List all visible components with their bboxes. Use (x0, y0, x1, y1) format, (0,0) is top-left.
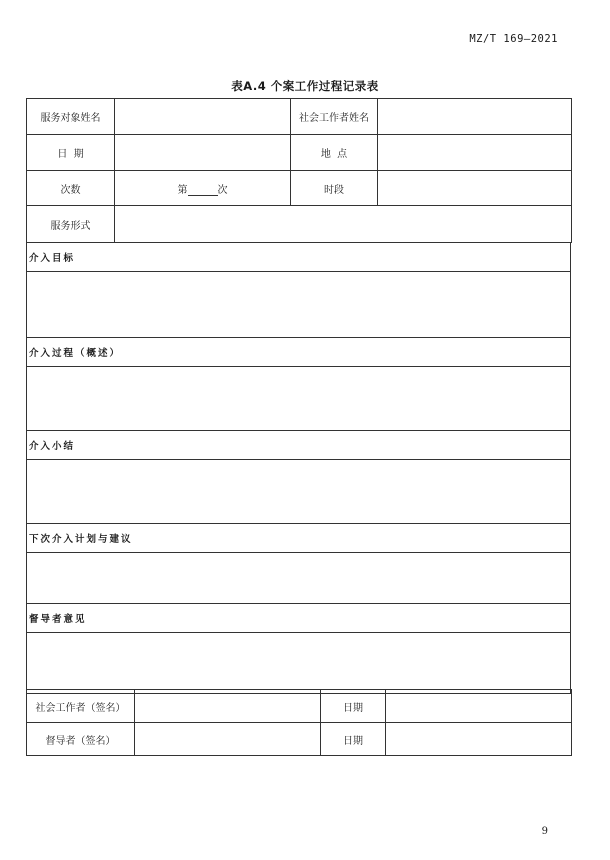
location-label: 地 点 (291, 135, 378, 171)
summary-field[interactable] (27, 460, 571, 524)
client-name-label: 服务对象姓名 (27, 99, 115, 135)
worker-sign-label: 社会工作者（签名） (27, 690, 135, 723)
section-body (27, 633, 571, 694)
count-prefix: 第 (177, 184, 188, 196)
table-row (27, 99, 572, 135)
goal-heading: 介入目标 (27, 243, 571, 272)
section-header (27, 243, 571, 272)
worker-sign-field[interactable] (135, 690, 321, 723)
worker-name-label: 社会工作者姓名 (291, 99, 378, 135)
process-field[interactable] (27, 367, 571, 431)
sections-table (26, 242, 571, 694)
table-row (27, 206, 572, 243)
page-number: 9 (541, 826, 548, 837)
count-suffix: 次 (217, 184, 228, 196)
supervisor-date-field[interactable] (386, 723, 572, 756)
service-form-label: 服务形式 (27, 206, 115, 243)
signature-table (26, 689, 572, 756)
section-body (27, 460, 571, 524)
plan-heading: 下次介入计划与建议 (27, 524, 571, 553)
supervisor-date-label: 日期 (321, 723, 386, 756)
table-row (27, 723, 572, 756)
plan-field[interactable] (27, 553, 571, 604)
worker-date-field[interactable] (386, 690, 572, 723)
basic-info-table (26, 98, 572, 243)
supervisor-sign-field[interactable] (135, 723, 321, 756)
table-row (27, 690, 572, 723)
count-label: 次数 (27, 171, 115, 206)
client-name-field[interactable] (115, 99, 291, 135)
section-header (27, 604, 571, 633)
date-field[interactable] (115, 135, 291, 171)
count-field[interactable] (115, 171, 291, 206)
standard-code: MZ/T 169—2021 (469, 33, 558, 45)
service-form-field[interactable] (115, 206, 572, 243)
date-label: 日 期 (27, 135, 115, 171)
table-title: 表A.4 个案工作过程记录表 (231, 79, 379, 93)
process-heading: 介入过程（概述） (27, 338, 571, 367)
section-body (27, 367, 571, 431)
section-body (27, 272, 571, 338)
period-label: 时段 (291, 171, 378, 206)
section-body (27, 553, 571, 604)
period-field[interactable] (378, 171, 572, 206)
section-header (27, 338, 571, 367)
table-row (27, 171, 572, 206)
section-header (27, 431, 571, 460)
summary-heading: 介入小结 (27, 431, 571, 460)
table-row (27, 135, 572, 171)
goal-field[interactable] (27, 272, 571, 338)
opinion-field[interactable] (27, 633, 571, 694)
section-header (27, 524, 571, 553)
location-field[interactable] (378, 135, 572, 171)
supervisor-sign-label: 督导者（签名） (27, 723, 135, 756)
worker-name-field[interactable] (378, 99, 572, 135)
opinion-heading: 督导者意见 (27, 604, 571, 633)
worker-date-label: 日期 (321, 690, 386, 723)
count-blank[interactable] (188, 184, 218, 196)
